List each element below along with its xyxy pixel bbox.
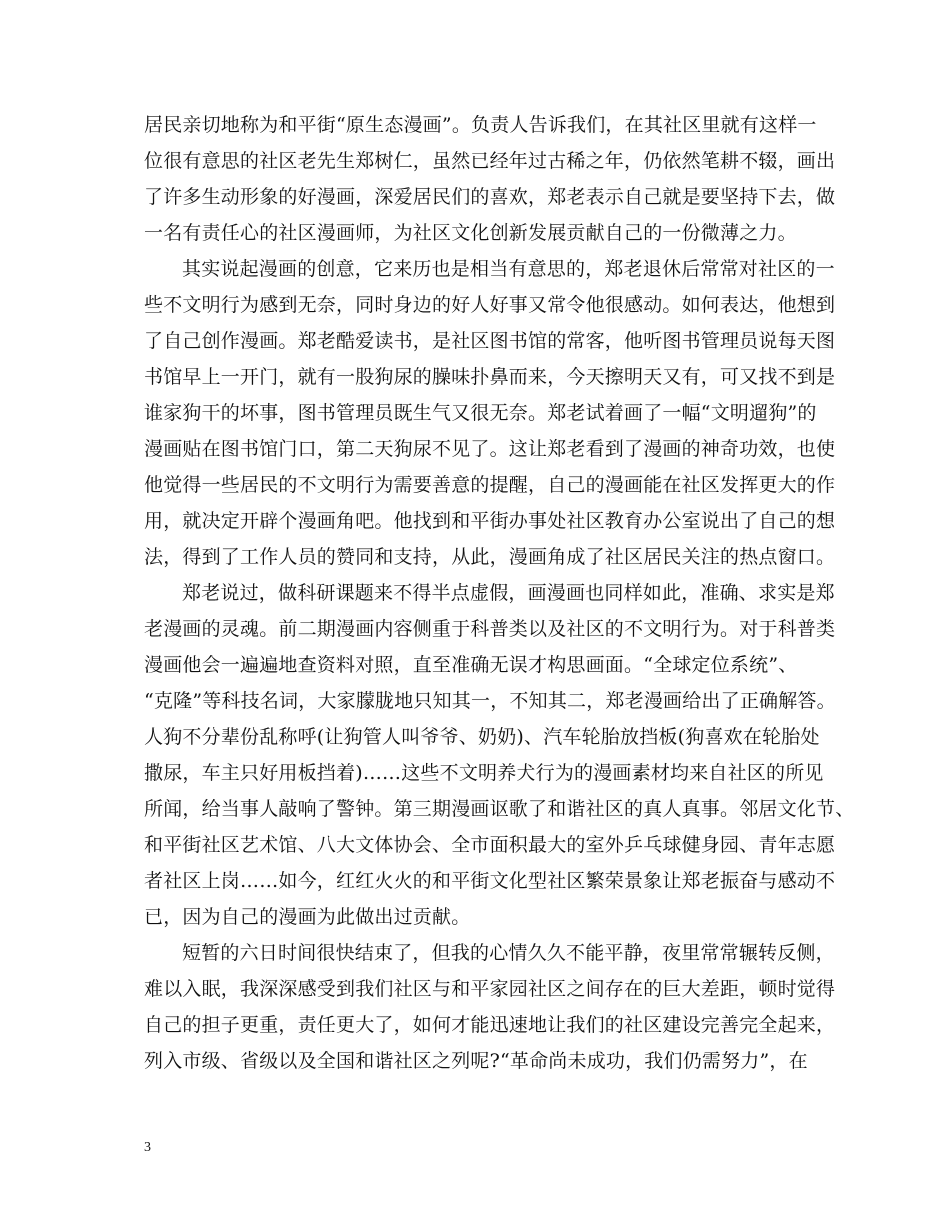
text-line: 书馆早上一开门，就有一股狗尿的臊味扑鼻而来，今天擦明天又有，可又找不到是 <box>144 366 836 388</box>
text-line: 短暂的六日时间很快结束了，但我的心情久久不能平静，夜里常常辗转反侧， <box>182 942 835 964</box>
text-line: 列入市级、省级以及全国和谐社区之列呢?“革命尚未成功，我们仍需努力”，在 <box>144 1050 808 1072</box>
text-line: 了自己创作漫画。郑老酷爱读书，是社区图书馆的常客，他听图书管理员说每天图 <box>144 330 836 352</box>
text-line: 其实说起漫画的创意，它来历也是相当有意思的，郑老退休后常常对社区的一 <box>182 258 835 280</box>
text-line: “克隆”等科技名词，大家朦胧地只知其一，不知其二，郑老漫画给出了正确解答。 <box>144 690 836 712</box>
text-line: 他觉得一些居民的不文明行为需要善意的提醒，自己的漫画能在社区发挥更大的作 <box>144 474 836 496</box>
text-line: 居民亲切地称为和平街“原生态漫画”。负责人告诉我们，在其社区里就有这样一 <box>144 114 817 136</box>
document-body <box>144 107 855 1079</box>
text-line: 自己的担子更重，责任更大了，如何才能迅速地让我们的社区建设完善完全起来， <box>144 1014 836 1036</box>
text-line: 难以入眠，我深深感受到我们社区与和平家园社区之间存在的巨大差距，顿时觉得 <box>144 978 836 1000</box>
text-line: 郑老说过，做科研课题来不得半点虚假，画漫画也同样如此，准确、求实是郑 <box>182 582 835 604</box>
paragraph-4 <box>144 935 836 1079</box>
paragraph-2 <box>144 251 836 575</box>
text-line: 撒尿，车主只好用板挡着)……这些不文明养犬行为的漫画素材均来自社区的所见 <box>144 762 824 784</box>
text-line: 者社区上岗……如今，红红火火的和平街文化型社区繁荣景象让郑老振奋与感动不 <box>144 870 836 892</box>
text-line: 用，就决定开辟个漫画角吧。他找到和平街办事处社区教育办公室说出了自己的想 <box>144 510 836 532</box>
text-line: 老漫画的灵魂。前二期漫画内容侧重于科普类以及社区的不文明行为。对于科普类 <box>144 618 836 640</box>
text-line: 已，因为自己的漫画为此做出过贡献。 <box>144 906 471 928</box>
page-number: 3 <box>144 1140 151 1155</box>
text-line: 漫画他会一遍遍地查资料对照，直至准确无误才构思画面。“全球定位系统”、 <box>144 654 798 676</box>
paragraph-3 <box>144 575 855 935</box>
text-line: 谁家狗干的坏事，图书管理员既生气又很无奈。郑老试着画了一幅“文明遛狗”的 <box>144 402 817 424</box>
text-line: 人狗不分辈份乱称呼(让狗管人叫爷爷、奶奶)、汽车轮胎放挡板(狗喜欢在轮胎处 <box>144 726 820 748</box>
text-line: 些不文明行为感到无奈，同时身边的好人好事又常令他很感动。如何表达，他想到 <box>144 294 836 316</box>
text-line: 漫画贴在图书馆门口，第二天狗尿不见了。这让郑老看到了漫画的神奇功效，也使 <box>144 438 836 460</box>
paragraph-1 <box>144 107 836 251</box>
text-line: 了许多生动形象的好漫画，深爱居民们的喜欢，郑老表示自己就是要坚持下去，做 <box>144 186 836 208</box>
text-line: 和平街社区艺术馆、八大文体协会、全市面积最大的室外乒乓球健身园、青年志愿 <box>144 834 836 856</box>
text-line: 位很有意思的社区老先生郑树仁，虽然已经年过古稀之年，仍依然笔耕不辍，画出 <box>144 150 836 172</box>
text-line: 所闻，给当事人敲响了警钟。第三期漫画讴歌了和谐社区的真人真事。邻居文化节、 <box>144 798 855 820</box>
text-line: 法，得到了工作人员的赞同和支持，从此，漫画角成了社区居民关注的热点窗口。 <box>144 546 836 568</box>
text-line: 一名有责任心的社区漫画师，为社区文化创新发展贡献自己的一份微薄之力。 <box>144 222 797 244</box>
